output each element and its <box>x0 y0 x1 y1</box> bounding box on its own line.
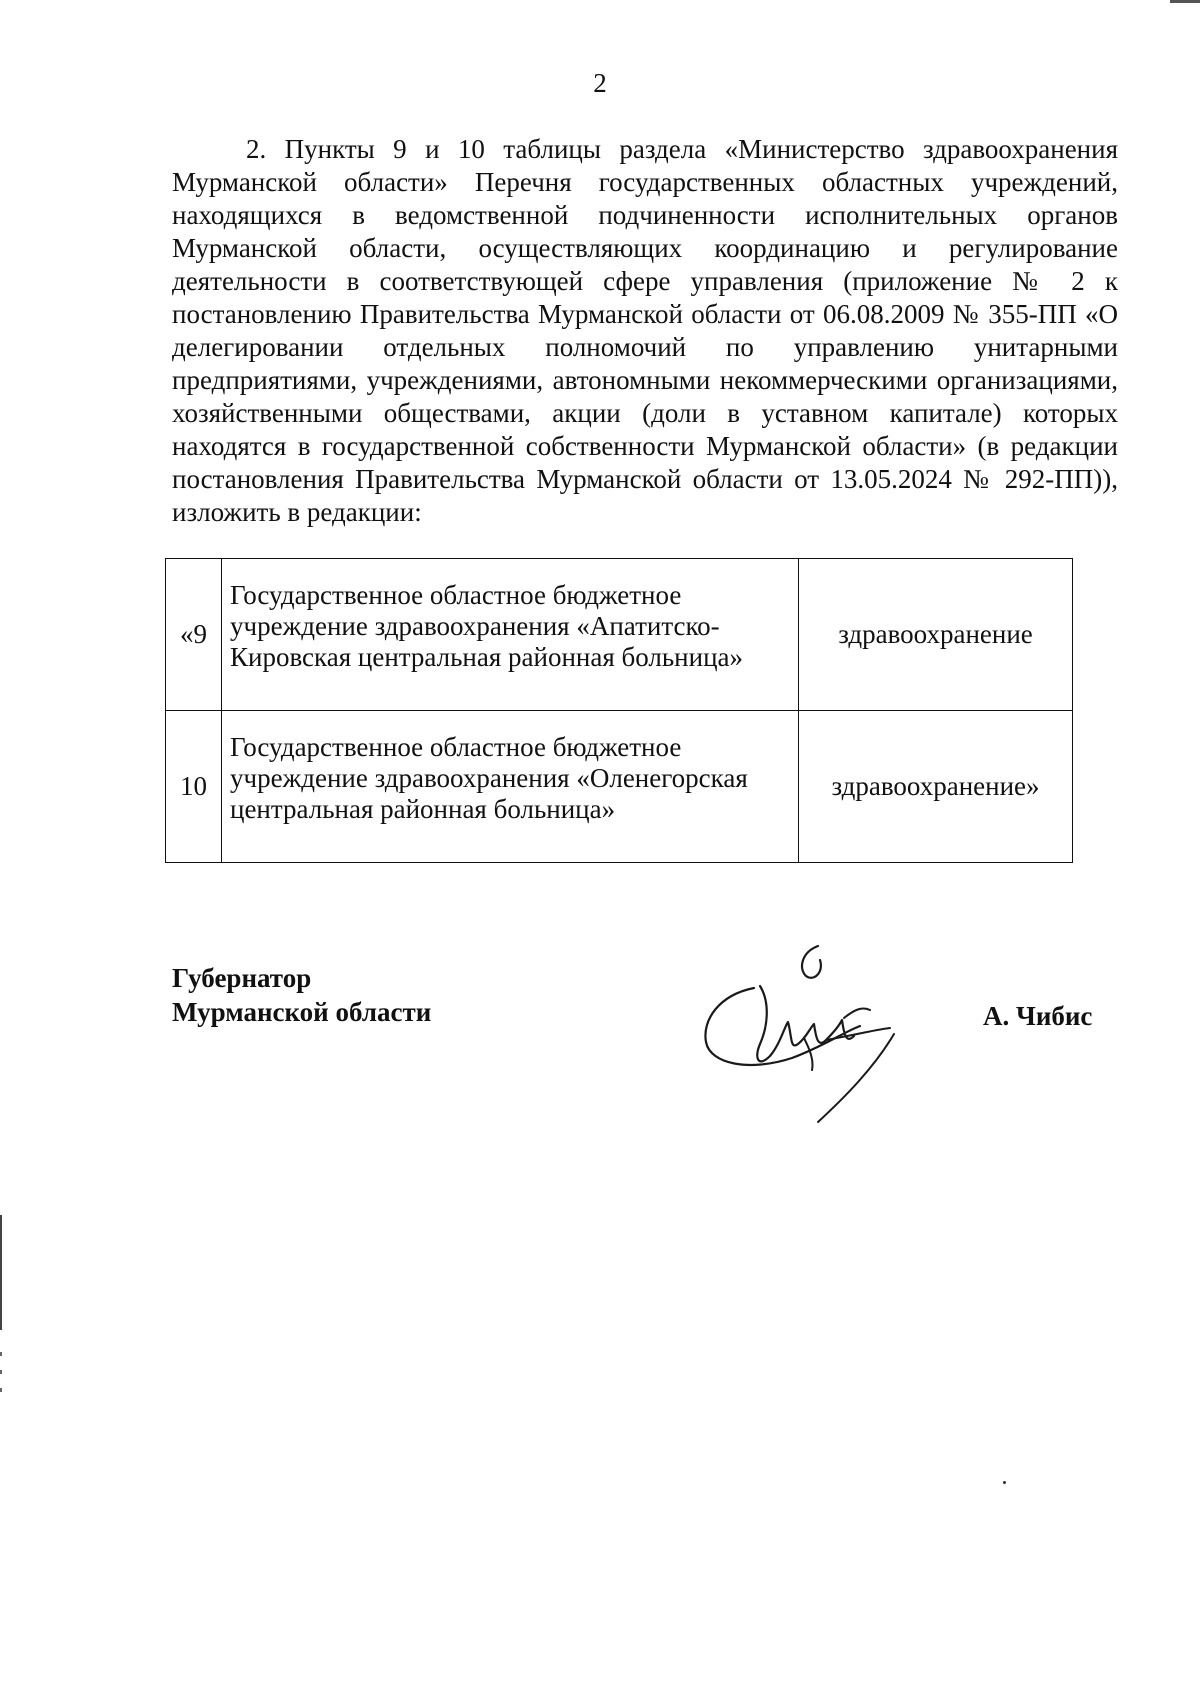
scan-speck <box>1003 1481 1006 1484</box>
row-number-cell: 10 <box>166 711 222 863</box>
signatory-title-line1: Губернатор <box>172 963 312 993</box>
sphere-cell: здравоохранение» <box>799 711 1073 863</box>
scan-margin-line <box>0 1215 2 1330</box>
scan-margin-mark <box>0 1352 2 1356</box>
signature-stroke <box>705 946 860 1065</box>
signature-image <box>694 940 934 1130</box>
signatory-title <box>172 961 431 1029</box>
signatory-title-line2: Мурманской области <box>172 997 432 1027</box>
table-row <box>166 559 1073 711</box>
table-row <box>166 711 1073 863</box>
institution-name-cell: Государственное областное бюджетное учреждение здравоохранения «Оленегорская центральная районная больница» <box>222 711 799 863</box>
amendment-paragraph: 2. Пункты 9 и 10 таблицы раздела «Министерство здравоохранения Мурманской области» Перечня государственных областных учреждений, находящихся в ведомственной подчиненности исполнительных органов Мурманской области, осуществляющих координацию и регулирование деятельности в соответствующей сфере управления (приложение № 2 к постановлению Правительства Мурманской области от 06.08.2009 № 355-ПП «О делегировании отдельных полномочий по управлению унитарными предприятиями, учреждениями, автономными некоммерческими организациями, хозяйственными обществами, акции (доли в уставном капитале) которых находятся в государственной собственности Мурманской области» (в редакции постановления Правительства Мурманской области от 13.05.2024 № 292-ПП)), изложить в редакции: <box>172 134 1118 527</box>
scan-corner-mark <box>1170 0 1200 3</box>
sphere-cell: здравоохранение <box>799 559 1073 711</box>
page-number: 2 <box>593 68 607 98</box>
institution-name-cell: Государственное областное бюджетное учреждение здравоохранения «Апатитско-Кировская центральная районная больница» <box>222 559 799 711</box>
signer-name: А. Чибис <box>983 1001 1093 1031</box>
amendment-table <box>165 558 1073 863</box>
row-number-cell: «9 <box>166 559 222 711</box>
scan-margin-mark <box>0 1388 2 1392</box>
signature-flourish <box>804 1008 894 1122</box>
scan-margin-mark <box>0 1370 2 1374</box>
